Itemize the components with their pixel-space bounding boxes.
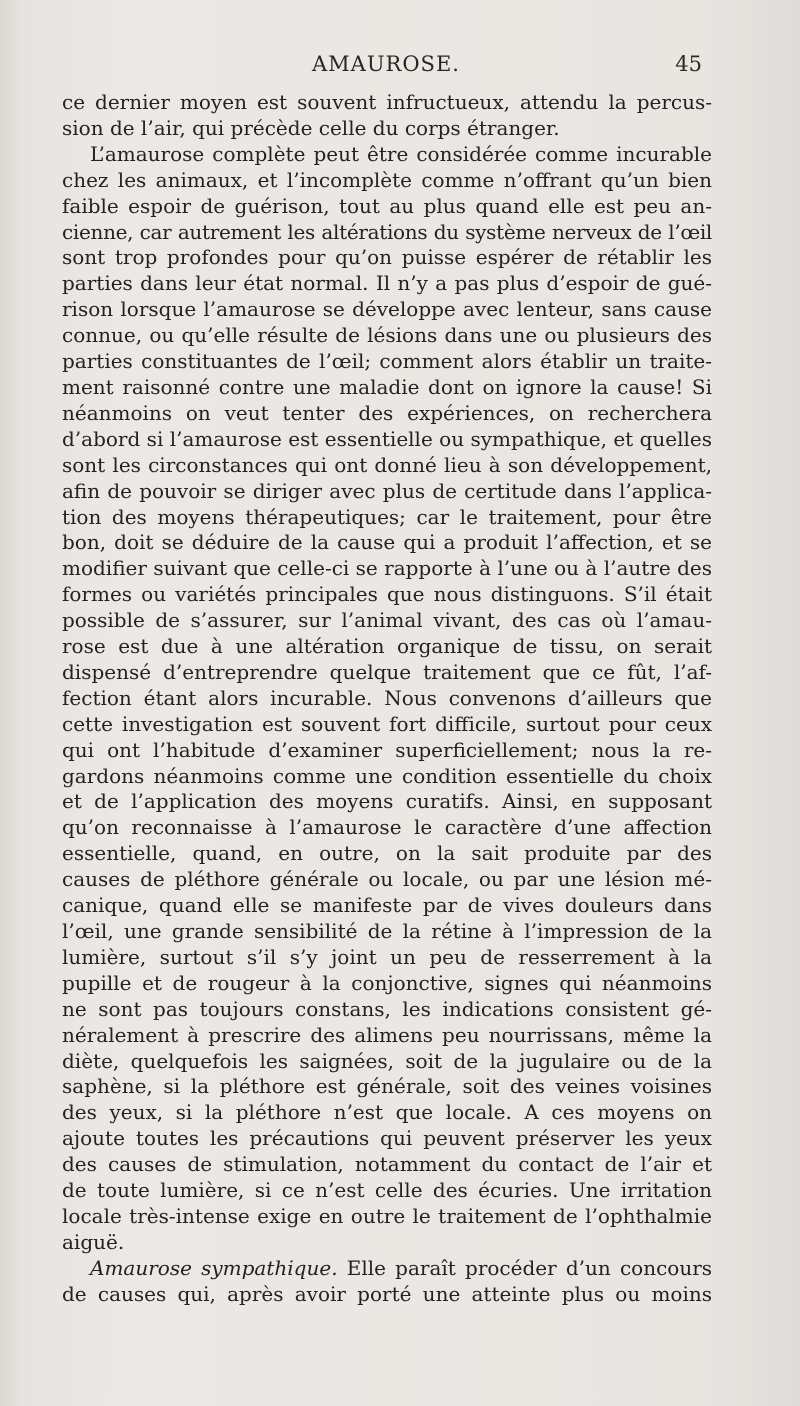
- text-line: parties dans leur état normal. Il n’y a pas plus d’espoir de gué-: [62, 271, 712, 296]
- text-line: l’œil, une grande sensibilité de la rétine à l’impression de la: [62, 919, 712, 943]
- text-line: ment raisonné contre une maladie dont on ignore la cause! Si: [62, 374, 712, 399]
- text-line: rison lorsque l’amaurose se développe avec lenteur, sans cause: [62, 297, 712, 322]
- running-title: AMAUROSE.: [312, 52, 460, 76]
- text-line: lumière, surtout s’il s’y joint un peu de resserrement à la: [62, 944, 712, 969]
- text-line: dispensé d’entreprendre quelque traitement que ce fût, l’af-: [62, 659, 712, 684]
- text-line: des causes de stimulation, notamment du contact de l’air et: [62, 1152, 712, 1177]
- text-line: cienne, car autrement les altérations du système nerveux de l’œil: [62, 219, 712, 244]
- text-line: connue, ou qu’elle résulte de lésions dans une ou plusieurs des: [62, 323, 712, 348]
- text-line: fection étant alors incurable. Nous convenons d’ailleurs que: [62, 685, 712, 710]
- text-line: de toute lumière, si ce n’est celle des écuries. Une irritation: [62, 1178, 712, 1203]
- text-line: sont les circonstances qui ont donné lieu à son développement,: [62, 452, 712, 477]
- section-heading: Amaurose sympathique.: [90, 1255, 338, 1280]
- text-line: qui ont l’habitude d’examiner superficiellement; nous la re-: [62, 737, 712, 762]
- text-line: essentielle, quand, en outre, on la sait produite par des: [62, 841, 712, 866]
- text-line: tion des moyens thérapeutiques; car le traitement, pour être: [62, 504, 712, 529]
- page-header: [62, 52, 702, 82]
- text-line: parties constituantes de l’œil; comment alors établir un traite-: [62, 349, 712, 374]
- text-line: pupille et de rougeur à la conjonctive, signes qui néanmoins: [62, 970, 712, 995]
- text-line-tail: Elle paraît procéder d’un concours: [346, 1255, 712, 1280]
- text-line: locale très-intense exige en outre le traitement de l’ophthalmie: [62, 1203, 712, 1228]
- text-line: saphène, si la pléthore est générale, soit des veines voisines: [62, 1074, 712, 1099]
- text-line: bon, doit se déduire de la cause qui a produit l’affection, et se: [62, 530, 712, 555]
- text-line: sion de l’air, qui précède celle du corps étranger.: [62, 115, 560, 140]
- text-line: des yeux, si la pléthore n’est que locale. A ces moyens on: [62, 1100, 712, 1125]
- text-line: et de l’application des moyens curatifs. Ainsi, en supposant: [62, 789, 712, 814]
- text-line: chez les animaux, et l’incomplète comme n’offrant qu’un bien: [62, 167, 712, 192]
- text-line: faible espoir de guérison, tout au plus quand elle est peu an-: [62, 193, 712, 218]
- body-text: [62, 90, 712, 1308]
- text-line: ajoute toutes les précautions qui peuvent préserver les yeux: [62, 1126, 712, 1151]
- text-line: possible de s’assurer, sur l’animal vivant, des cas où l’amau-: [62, 608, 712, 633]
- text-line: gardons néanmoins comme une condition essentielle du choix: [62, 763, 712, 788]
- text-line: causes de pléthore générale ou locale, ou par une lésion mé-: [62, 867, 712, 892]
- text-line: aiguë.: [62, 1229, 125, 1254]
- text-line: ce dernier moyen est souvent infructueux, attendu la percus-: [62, 90, 712, 114]
- text-line: canique, quand elle se manifeste par de vives douleurs dans: [62, 893, 712, 918]
- text-line: modifier suivant que celle-ci se rapporte à l’une ou à l’autre des: [62, 556, 712, 581]
- page-number: 45: [675, 52, 702, 76]
- text-line: cette investigation est souvent fort difficile, surtout pour ceux: [62, 711, 712, 736]
- text-line: formes ou variétés principales que nous distinguons. S’il était: [62, 582, 712, 607]
- text-line: sont trop profondes pour qu’on puisse espérer de rétablir les: [62, 245, 712, 270]
- text-line: ne sont pas toujours constans, les indications consistent gé-: [62, 996, 712, 1021]
- text-line: qu’on reconnaisse à l’amaurose le caractère d’une affection: [62, 815, 712, 840]
- text-line-with-heading: [62, 1256, 712, 1282]
- text-line: d’abord si l’amaurose est essentielle ou sympathique, et quelles: [62, 426, 712, 451]
- text-line: néralement à prescrire des alimens peu nourrissans, même la: [62, 1022, 712, 1047]
- text-line: diète, quelquefois les saignées, soit de la jugulaire ou de la: [62, 1048, 712, 1073]
- text-line: afin de pouvoir se diriger avec plus de certitude dans l’applica-: [62, 478, 712, 503]
- text-line: rose est due à une altération organique de tissu, on serait: [62, 634, 712, 659]
- text-line: néanmoins on veut tenter des expériences, on recherchera: [62, 400, 712, 425]
- text-line: de causes qui, après avoir porté une atteinte plus ou moins: [62, 1281, 712, 1306]
- text-line: L’amaurose complète peut être considérée comme incurable: [90, 141, 712, 166]
